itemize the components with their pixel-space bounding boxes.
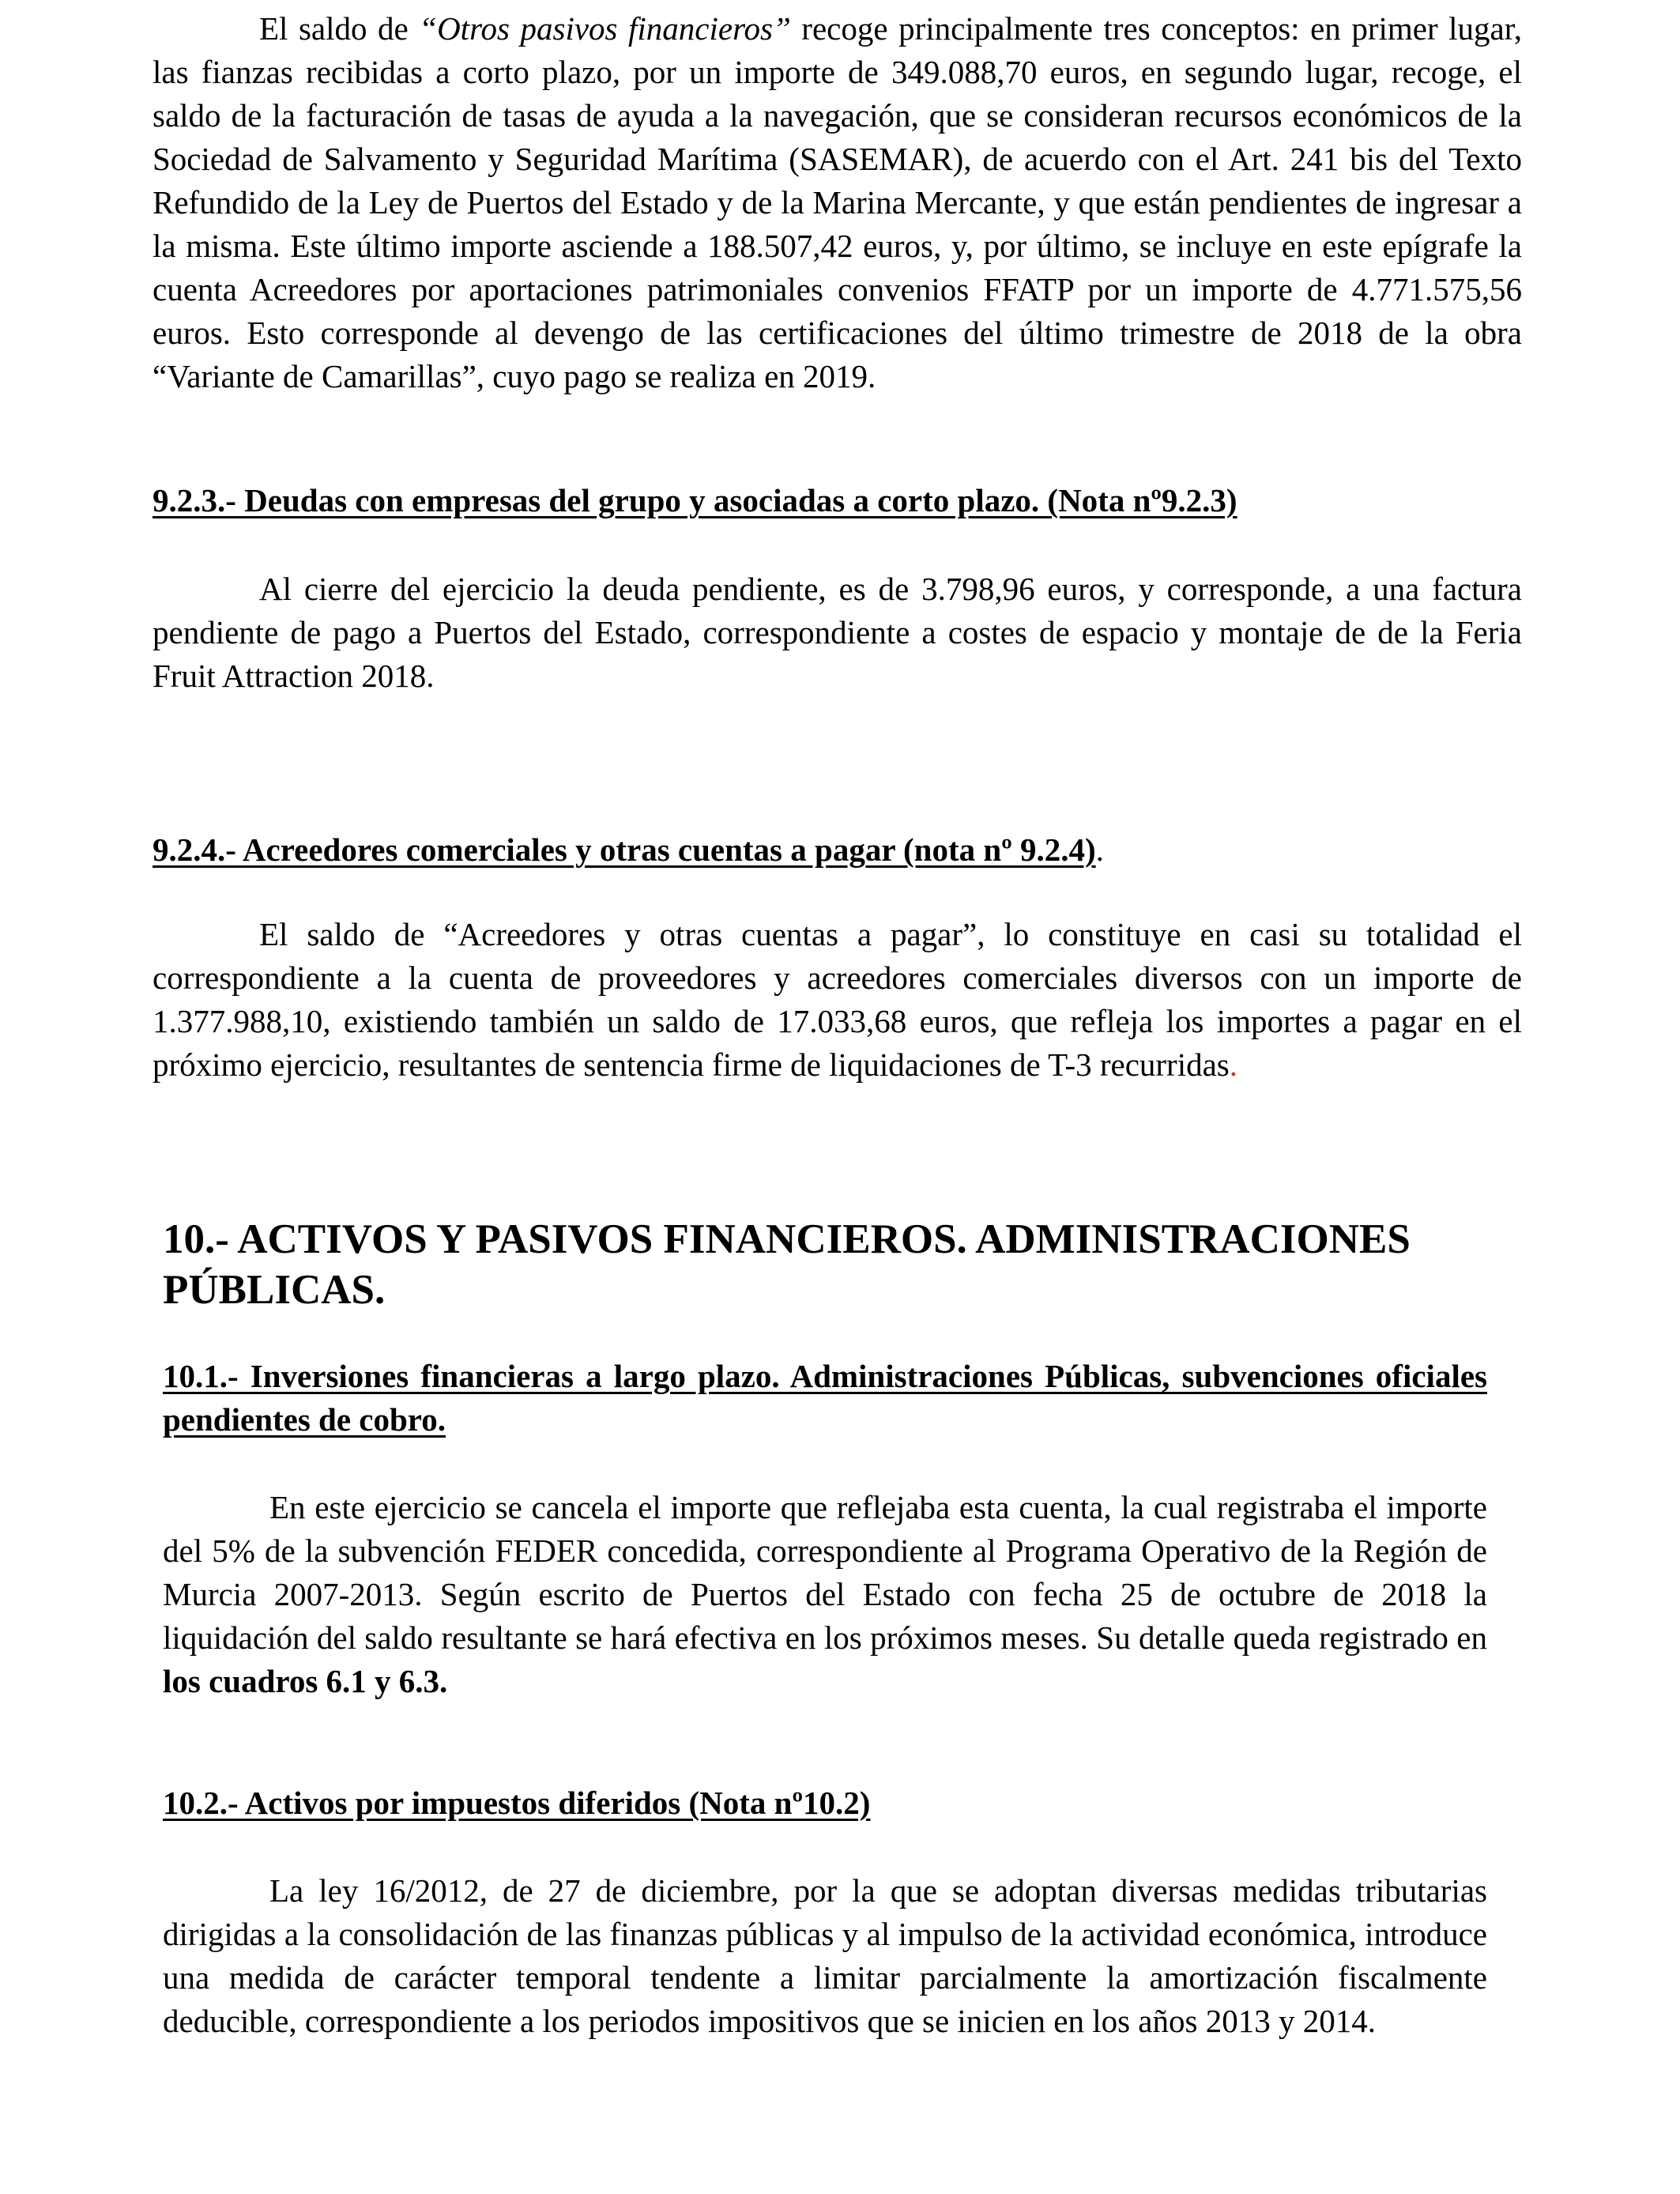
heading-9-2-4 [153,828,1522,872]
section-title-10 [163,1214,1522,1315]
paragraph-text: El saldo de [259,10,420,47]
paragraph-text: En este ejercicio se cancela el importe que reflejaba esta cuenta, la cual registraba el importe del 5% de la subvención FEDER concedida, correspondiente al Programa Operativo de la Región de Murcia 2007-2013. Según escrito de Puertos del Estado con fecha 25 de octubre de 2018 la liquidación del saldo resultante se hará efectiva en los próximos meses. Su detalle queda registrado en [163,1489,1487,1656]
section-title-text: 10.- ACTIVOS Y PASIVOS FINANCIEROS. ADMINISTRACIONES PÚBLICAS. [163,1216,1411,1313]
paragraph-trailing-period: . [1229,1046,1237,1083]
paragraph-text: Al cierre del ejercicio la deuda pendiente, es de 3.798,96 euros, y corresponde, a una factura pendiente de pago a Puertos del Estado, correspondiente a costes de espacio y montaje de de la Feria Fruit Attraction 2018. [153,571,1522,694]
paragraph-acreedores [153,913,1522,1087]
heading-trailing-period: . [1095,831,1104,868]
paragraph-text: El saldo de “Acreedores y otras cuentas a pagar”, lo constituye en casi su totalidad el correspondiente a la cuenta de proveedores y acreedores comerciales diversos con un importe de 1.377.988,10, existiendo también un saldo de 17.033,68 euros, que refleja los importes a pagar en el próximo ejercicio, resultantes de sentencia firme de liquidaciones de T-3 recurridas [153,916,1522,1083]
heading-10-1 [163,1355,1487,1442]
paragraph-text: La ley 16/2012, de 27 de diciembre, por la que se adoptan diversas medidas tributarias dirigidas a la consolidación de las finanzas públicas y al impulso de la actividad económica, introduce una medida de carácter temporal tendente a limitar parcialmente la amortización fiscalmente deducible, correspondiente a los periodos impositivos que se inicien en los años 2013 y 2014. [163,1872,1487,2039]
paragraph-ley-16-2012 [163,1869,1487,2043]
paragraph-bold-reference: los cuadros 6.1 y 6.3. [163,1663,448,1699]
heading-9-2-3 [153,479,1522,522]
paragraph-text: recoge principalmente tres conceptos: en primer lugar, las fianzas recibidas a corto plazo, por un importe de 349.088,70 euros, en segundo lugar, recoge, el saldo de la facturación de tasas de ayuda a la navegación, que se consideran recursos económicos de la Sociedad de Salvamento y Seguridad Marítima (SASEMAR), de acuerdo con el Art. 241 bis del Texto Refundido de la Ley de Puertos del Estado y de la Marina Mercante, y que están pendientes de ingresar a la misma. Este último importe asciende a 188.507,42 euros, y, por último, se incluye en este epígrafe la cuenta Acreedores por aportaciones patrimoniales convenios FFATP por un importe de 4.771.575,56 euros. Esto corresponde al devengo de las certificaciones del último trimestre de 2018 de la obra “Variante de Camarillas”, cuyo pago se realiza en 2019. [153,10,1522,394]
heading-text: 9.2.4.- Acreedores comerciales y otras cuentas a pagar (nota nº 9.2.4) [153,831,1096,868]
heading-text: 10.1.- Inversiones financieras a largo plazo. Administraciones Públicas, subvenciones oficiales pendientes de cobro. [163,1358,1487,1438]
heading-10-2 [163,1781,1487,1825]
heading-text: 9.2.3.- Deudas con empresas del grupo y asociadas a corto plazo. (Nota nº9.2.3) [153,482,1237,518]
paragraph-deudas-grupo [153,567,1522,698]
paragraph-inversiones [163,1486,1487,1703]
quoted-term: “Otros pasivos financieros” [419,10,791,47]
paragraph-otros-pasivos [153,7,1522,398]
heading-text: 10.2.- Activos por impuestos diferidos (Nota nº10.2) [163,1785,871,1821]
